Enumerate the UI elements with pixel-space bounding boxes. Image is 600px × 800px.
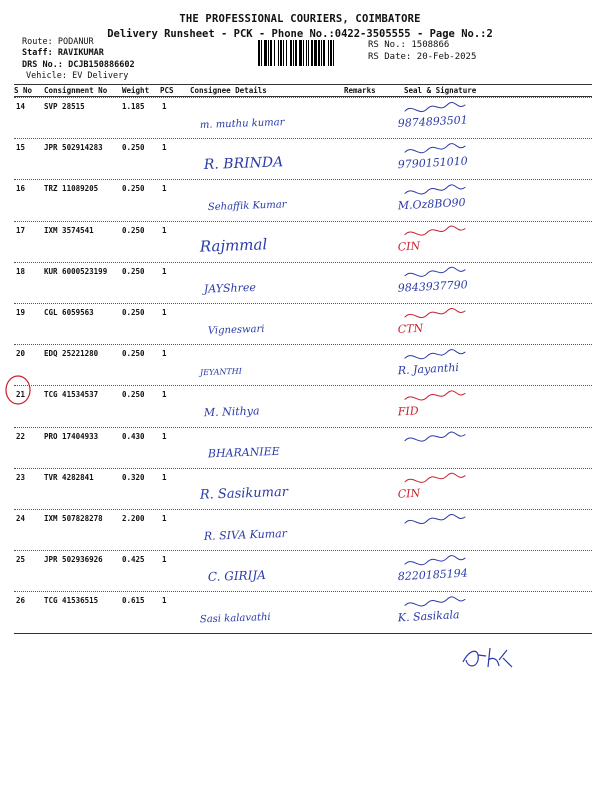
barcode-bar	[311, 40, 313, 66]
row-consignment-no: IXM 3574541	[44, 225, 94, 235]
row-consignment-no: TRZ 11089205	[44, 184, 99, 194]
row-pcs: 1	[162, 184, 167, 194]
barcode-bar	[278, 40, 279, 66]
rs-date-label: RS Date:	[368, 52, 412, 62]
row-consignment-no: KUR 6000523199	[44, 266, 108, 276]
barcode-bar	[290, 40, 292, 66]
row-consignment-no: PRO 17404933	[44, 431, 99, 441]
barcode-bar	[286, 40, 287, 66]
consignee-handwritten-name: JEYANTHI	[199, 366, 243, 378]
table-row	[14, 385, 592, 428]
row-sno: 16	[16, 184, 26, 194]
table-row	[14, 468, 592, 511]
seal-handwritten-note: 9843937790	[397, 278, 469, 295]
barcode-bar	[323, 40, 325, 66]
barcode-bar	[299, 40, 302, 66]
table-row	[14, 303, 592, 346]
barcode-bar	[328, 40, 329, 66]
row-pcs: 1	[162, 472, 167, 482]
row-consignment-no: EDQ 25221280	[44, 349, 99, 359]
barcode-bar	[295, 40, 297, 66]
row-consignment-no: JPR 502936926	[44, 555, 103, 565]
route-line	[22, 37, 94, 47]
table-row	[14, 509, 592, 552]
barcode-bar	[314, 40, 317, 66]
rs-no-value: 1508866	[411, 40, 450, 50]
row-weight: 0.320	[122, 472, 145, 482]
row-pcs: 1	[162, 308, 167, 317]
table-row	[14, 427, 592, 470]
seal-handwritten-note: 9874893501	[397, 113, 469, 130]
barcode-bar	[321, 40, 322, 66]
row-sno: 22	[16, 431, 26, 441]
row-consignment-no: TVR 4282841	[44, 472, 94, 482]
row-pcs: 1	[162, 555, 167, 565]
consignee-handwritten-name: C. GIRIJA	[207, 567, 267, 584]
barcode-bar	[270, 40, 272, 66]
vehicle-label: Vehicle:	[26, 71, 67, 81]
rs-date-value: 20-Feb-2025	[416, 52, 477, 62]
barcode-bar	[333, 40, 334, 66]
row-weight: 0.250	[122, 349, 145, 359]
staff-line	[22, 48, 104, 58]
vehicle-line	[26, 71, 128, 81]
barcode-bar	[274, 40, 275, 66]
row-sno: 17	[16, 225, 26, 235]
table-row	[14, 221, 592, 264]
supervisor-signature-icon	[463, 648, 512, 667]
row-consignment-no: TCG 41536515	[44, 596, 99, 606]
barcode-bar	[306, 40, 307, 66]
col-pcs: PCS	[160, 86, 174, 95]
seal-handwritten-note: M.Oz8BO90	[397, 195, 466, 213]
route-label: Route:	[22, 37, 53, 47]
row-pcs: 1	[162, 390, 167, 400]
row-sno: 14	[16, 102, 26, 111]
row-consignment-no: TCG 41534537	[44, 390, 99, 400]
row-pcs: 1	[162, 514, 167, 523]
table-row	[14, 97, 592, 140]
consignee-handwritten-name: Sasi kalavathi	[199, 611, 271, 626]
rs-no-line	[368, 40, 449, 50]
barcode-bar	[293, 40, 294, 66]
row-sno: 24	[16, 514, 26, 523]
row-weight: 1.185	[122, 102, 145, 111]
seal-handwritten-note: CIN	[397, 486, 421, 501]
barcode-bar	[283, 40, 284, 66]
consignee-handwritten-name: Rajmmal	[199, 235, 268, 256]
row-weight: 0.615	[122, 596, 145, 606]
barcode-bar	[264, 40, 267, 66]
row-weight: 0.430	[122, 431, 145, 441]
table-row	[14, 262, 592, 305]
seal-handwritten-note: FID	[397, 404, 419, 419]
table-row	[14, 591, 592, 634]
col-consignment: Consignment No	[44, 86, 108, 95]
col-consignee: Consignee Details	[190, 86, 267, 95]
consignee-handwritten-name: R. SIVA Kumar	[203, 526, 288, 543]
consignee-handwritten-name: M. Nithya	[203, 404, 260, 420]
row-sno: 21	[16, 390, 26, 400]
consignee-handwritten-name: m. muthu kumar	[199, 117, 285, 131]
vehicle-value: EV Delivery	[72, 71, 129, 81]
col-sno: S No	[14, 86, 33, 95]
row-sno: 15	[16, 143, 26, 153]
table-row	[14, 138, 592, 181]
consignee-handwritten-name: Sehaffik Kumar	[207, 199, 287, 214]
rs-no-label: RS No.:	[368, 40, 406, 50]
barcode-bar	[258, 40, 260, 66]
barcode-bar	[261, 40, 262, 66]
col-remarks: Remarks	[344, 86, 376, 95]
seal-handwritten-note: R. Jayanthi	[397, 361, 460, 378]
barcode	[258, 40, 362, 66]
row-pcs: 1	[162, 431, 167, 441]
row-weight: 0.250	[122, 225, 145, 235]
table-row	[14, 344, 592, 387]
seal-handwritten-note: CTN	[397, 321, 424, 336]
row-sno: 20	[16, 349, 26, 359]
row-pcs: 1	[162, 596, 167, 606]
route-value: PODANUR	[57, 37, 94, 47]
row-weight: 0.250	[122, 308, 145, 317]
table-row	[14, 550, 592, 593]
table-row	[14, 179, 592, 222]
drs-line	[22, 60, 135, 70]
row-consignment-no: IXM 507828278	[44, 514, 103, 523]
consignee-handwritten-name: R. Sasikumar	[199, 484, 289, 503]
col-weight: Weight	[122, 86, 150, 95]
row-sno: 26	[16, 596, 26, 606]
consignee-handwritten-name: JAYShree	[203, 280, 257, 296]
drs-label: DRS No.:	[22, 60, 63, 70]
seal-handwritten-note: 9790151010	[397, 154, 469, 172]
staff-label: Staff:	[22, 48, 53, 58]
row-sno: 19	[16, 308, 26, 317]
barcode-bar	[280, 40, 282, 66]
row-pcs: 1	[162, 349, 167, 359]
row-weight: 0.250	[122, 184, 145, 194]
row-pcs: 1	[162, 143, 167, 153]
table-header	[14, 84, 592, 96]
consignee-handwritten-name: R. BRINDA	[203, 154, 284, 174]
row-pcs: 1	[162, 102, 167, 111]
barcode-bar	[268, 40, 269, 66]
consignee-handwritten-name: Vigneswari	[207, 323, 265, 337]
row-weight: 0.425	[122, 555, 145, 565]
barcode-bar	[308, 40, 309, 66]
barcode-bar	[318, 40, 320, 66]
drs-value: DCJB150886602	[68, 60, 135, 70]
table-rule-bottom	[14, 633, 592, 634]
staff-value: RAVIKUMAR	[57, 48, 104, 58]
row-pcs: 1	[162, 266, 167, 276]
row-weight: 2.200	[122, 514, 145, 523]
barcode-bar	[330, 40, 332, 66]
rs-date-line	[368, 52, 476, 62]
row-weight: 0.250	[122, 143, 145, 153]
row-consignment-no: SVP 28515	[44, 102, 85, 111]
row-consignment-no: JPR 502914283	[44, 143, 103, 153]
runsheet-subtitle: Delivery Runsheet - PCK - Phone No.:0422-3505555 - Page No.:2	[107, 28, 493, 40]
col-seal: Seal & Signature	[404, 86, 477, 95]
company-title: THE PROFESSIONAL COURIERS, COIMBATORE	[179, 13, 421, 25]
seal-handwritten-note: 8220185194	[397, 566, 469, 584]
row-sno: 23	[16, 472, 26, 482]
row-sno: 25	[16, 555, 26, 565]
row-consignment-no: CGL 6059563	[44, 308, 94, 317]
row-weight: 0.250	[122, 266, 145, 276]
seal-handwritten-note: K. Sasikala	[397, 608, 460, 625]
row-sno: 18	[16, 266, 26, 276]
barcode-bar	[303, 40, 304, 66]
row-weight: 0.250	[122, 390, 145, 400]
consignee-handwritten-name: BHARANIEE	[207, 444, 280, 461]
seal-handwritten-note: CIN	[397, 239, 421, 254]
row-pcs: 1	[162, 225, 167, 235]
